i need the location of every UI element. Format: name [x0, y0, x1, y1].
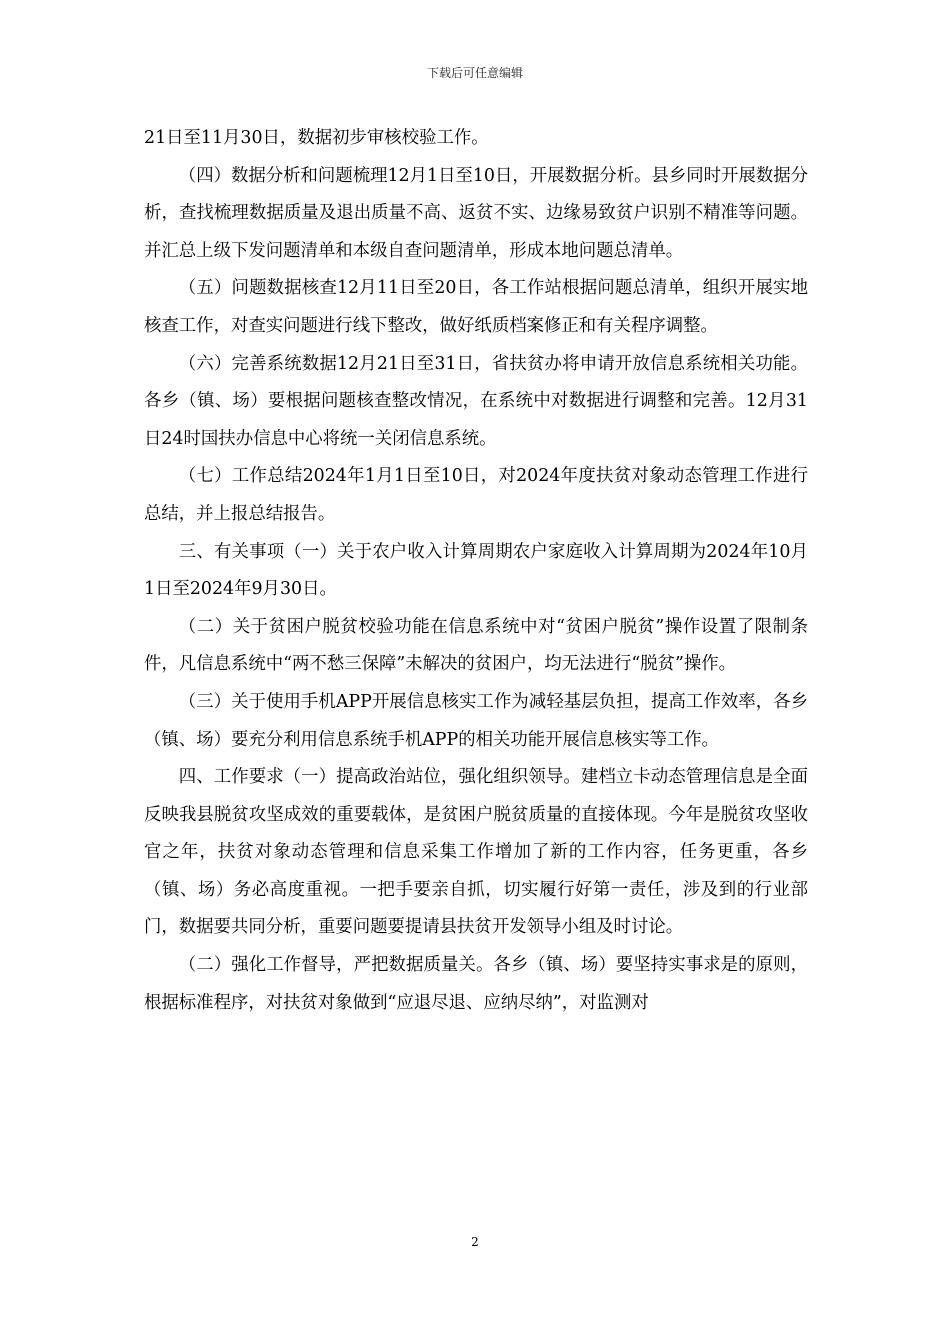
paragraph-continuation: 21日至11月30日，数据初步审核校验工作。 — [144, 128, 489, 148]
paragraph-system-data: （六）完善系统数据12月21日至31日，省扶贫办将申请开放信息系统相关功能。各乡（镇、场）要根据问题核查整改情况，在系统中对数据进行调整和完善。12月31日24时国扶办信息中心将统一关闭信息系统。 — [144, 353, 808, 449]
paragraph-work-summary: （七）工作总结2024年1月1日至10日，对2024年度扶贫对象动态管理工作进行总结，并上报总结报告。 — [144, 466, 808, 524]
paragraph-poverty-exit-check: （二）关于贫困户脱贫校验功能在信息系统中对“贫困户脱贫”操作设置了限制条件，凡信息系统中“两不愁三保障”未解决的贫困户，均无法进行“脱贫”操作。 — [144, 616, 808, 675]
paragraph-related-matters: 三、有关事项（一）关于农户收入计算周期农户家庭收入计算周期为2024年10月1日至2024年9月30日。 — [144, 541, 808, 600]
document-body — [144, 120, 808, 1022]
paragraph-work-requirements: 四、工作要求（一）提高政治站位，强化组织领导。建档立卡动态管理信息是全面反映我县脱贫攻坚成效的重要载体，是贫困户脱贫质量的直接体现。今年是脱贫攻坚收官之年，扶贫对象动态管理和信息采集工作增加了新的工作内容，任务更重，各乡（镇、场）务必高度重视。一把手要亲自抓，切实履行好第一责任，涉及到的行业部门，数据要共同分析，重要问题要提请县扶贫开发领导小组及时讨论。 — [144, 767, 808, 938]
page-header: 下载后可任意编辑 — [426, 66, 523, 80]
paragraph-mobile-app: （三）关于使用手机APP开展信息核实工作为减轻基层负担，提高工作效率，各乡（镇、场）要充分利用信息系统手机APP的相关功能开展信息核实等工作。 — [144, 691, 808, 750]
paragraph-supervision: （二）强化工作督导，严把数据质量关。各乡（镇、场）要坚持实事求是的原则，根据标准程序，对扶贫对象做到“应退尽退、应纳尽纳”，对监测对 — [144, 955, 808, 1013]
paragraph-data-verification: （五）问题数据核查12月11日至20日，各工作站根据问题总清单，组织开展实地核查工作，对查实问题进行线下整改，做好纸质档案修正和有关程序调整。 — [144, 278, 808, 336]
paragraph-data-analysis: （四）数据分析和问题梳理12月1日至10日，开展数据分析。县乡同时开展数据分析，查找梳理数据质量及退出质量不高、返贫不实、边缘易致贫户识别不精准等问题。并汇总上级下发问题清单和本级自查问题清单，形成本地问题总清单。 — [144, 165, 809, 261]
page-number: 2 — [471, 1235, 479, 1249]
